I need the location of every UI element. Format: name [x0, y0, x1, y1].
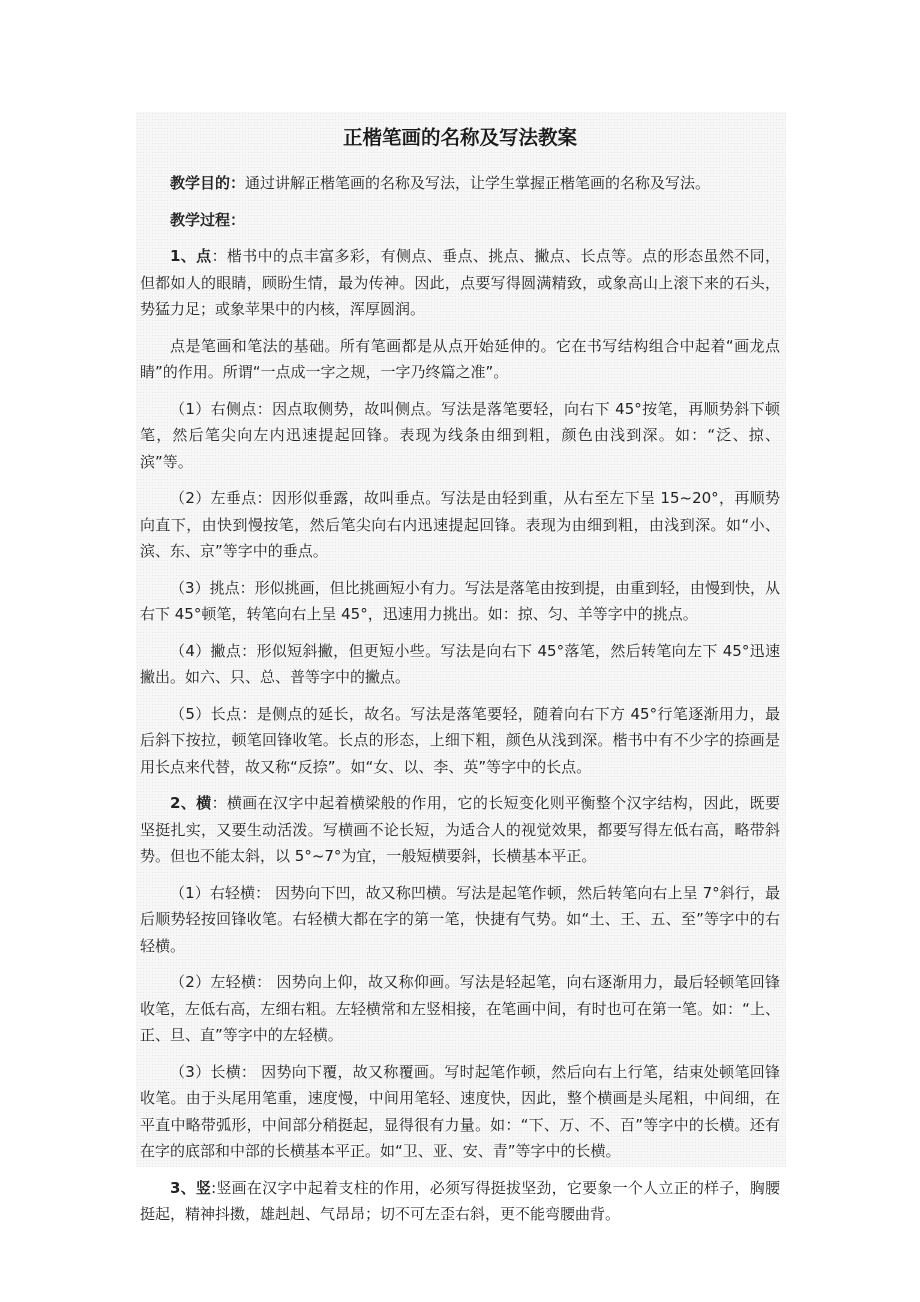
- process-paragraph: [140, 207, 780, 234]
- horizontal-intro-text: ：横画在汉字中起着横梁般的作用，它的长短变化则平衡整个汉字结构，因此，既要坚挺扎实，又要生动活泼。写横画不论长短，为适合人的视觉效果，都要写得左低右高，略带斜势。但也不能太斜，以 5°~7°为宜，一般短横要斜，长横基本平正。: [140, 794, 780, 865]
- document-title: 正楷笔画的名称及写法教案: [342, 126, 577, 149]
- horizontal-item-left-light: （2）左轻横： 因势向上仰，故又称仰画。写法是轻起笔，向右逐渐用力，最后轻顿笔回锋收笔，左低右高，左细右粗。左轻横常和左竖相接，在笔画中间，有时也可在第一笔。如：“上、正、旦、直”等字中的左轻横。: [140, 973, 780, 1044]
- dot-item-right-side: （1）右侧点：因点取侧势，故叫侧点。写法是落笔要轻，向右下 45°按笔，再顺势斜下顿笔，然后笔尖向左内迅速提起回锋。表现为线条由细到粗，颜色由浅到深。如：“泛、掠、滨”等。: [140, 399, 780, 471]
- horizontal-heading: 2、横: [170, 794, 212, 812]
- vertical-intro-text: :竖画在汉字中起着支柱的作用，必须写得挺拔坚劲，它要象一个人立正的样子，胸腰挺起，精神抖擞，雄赳赳、气昂昂；切不可左歪右斜，更不能弯腰曲背。: [140, 1178, 781, 1223]
- dot-item-flick: （3）挑点：形似挑画，但比挑画短小有力。写法是落笔由按到提，由重到轻，由慢到快，从右下 45°顿笔，转笔向右上呈 45°，迅速用力挑出。如：掠、匀、羊等字中的挑点。: [140, 578, 780, 623]
- dot-item-long: （5）长点：是侧点的延长，故名。写法是落笔要轻，随着向右下方 45°行笔逐渐用力，最后斜下按拉，顿笔回锋收笔。长点的形态，上细下粗，颜色从浅到深。楷书中有不少字的捺画是用长点来代替，故又称“反捺”。如“女、以、李、英”等字中的长点。: [140, 704, 780, 776]
- vertical-intro-paragraph: [140, 1175, 780, 1228]
- dot-item-left-slant: （4）撇点：形似短斜撇，但更短小些。写法是向右下 45°落笔，然后转笔向左下 45°迅速撇出。如六、只、总、普等字中的撇点。: [140, 641, 780, 686]
- document-body: [136, 112, 786, 1223]
- horizontal-intro-paragraph: [140, 790, 780, 870]
- process-label: 教学过程：: [170, 210, 246, 229]
- vertical-heading: 3、竖: [170, 1178, 212, 1197]
- dot-heading: 1、点: [170, 247, 212, 265]
- dot-intro-paragraph: [140, 243, 780, 323]
- dot-intro-text: ：楷书中的点丰富多彩，有侧点、垂点、挑点、撇点、长点等。点的形态虽然不同，但都如人的眼睛，顾盼生情，最为传神。因此，点要写得圆满精致，或象高山上滚下来的石头，势猛力足；或象苹果中的内核，浑厚圆润。: [140, 247, 780, 318]
- dot-basis-paragraph: 点是笔画和笔法的基础。所有笔画都是从点开始延伸的。它在书写结构组合中起着“画龙点睛”的作用。所谓“一点成一字之规，一字乃终篇之准”。: [140, 336, 780, 381]
- horizontal-item-long: （3）长横： 因势向下覆，故又称覆画。写时起笔作顿，然后向右上行笔，结束处顿笔回锋收笔。由于头尾用笔重，速度慢，中间用笔轻、速度快，因此，整个横画是头尾粗，中间细，在平直中略带弧形，中间部分稍挺起，显得很有力量。如：“下、万、不、百”等字中的长横。还有在字的底部和中部的长横基本平正。如“卫、亚、安、青”等字中的长横。: [140, 1062, 780, 1160]
- objective-paragraph: [140, 170, 780, 197]
- horizontal-item-right-light: （1）右轻横： 因势向下凹，故又称凹横。写法是起笔作顿，然后转笔向右上呈 7°斜行，最后顺势轻按回锋收笔。右轻横大都在字的第一笔，快捷有气势。如“土、王、五、至”等字中的右轻横。: [140, 883, 780, 955]
- objective-label: 教学目的：: [170, 174, 246, 192]
- objective-text: 通过讲解正楷笔画的名称及写法，让学生掌握正楷笔画的名称及写法。: [245, 174, 711, 192]
- dot-item-left-vertical: （2）左垂点：因形似垂露，故叫垂点。写法是由轻到重，从右至左下呈 15~20°，再顺势向直下，由快到慢按笔，然后笔尖向右内迅速提起回锋。表现为由细到粗，由浅到深。如“小、滨、东、京”等字中的垂点。: [140, 489, 780, 560]
